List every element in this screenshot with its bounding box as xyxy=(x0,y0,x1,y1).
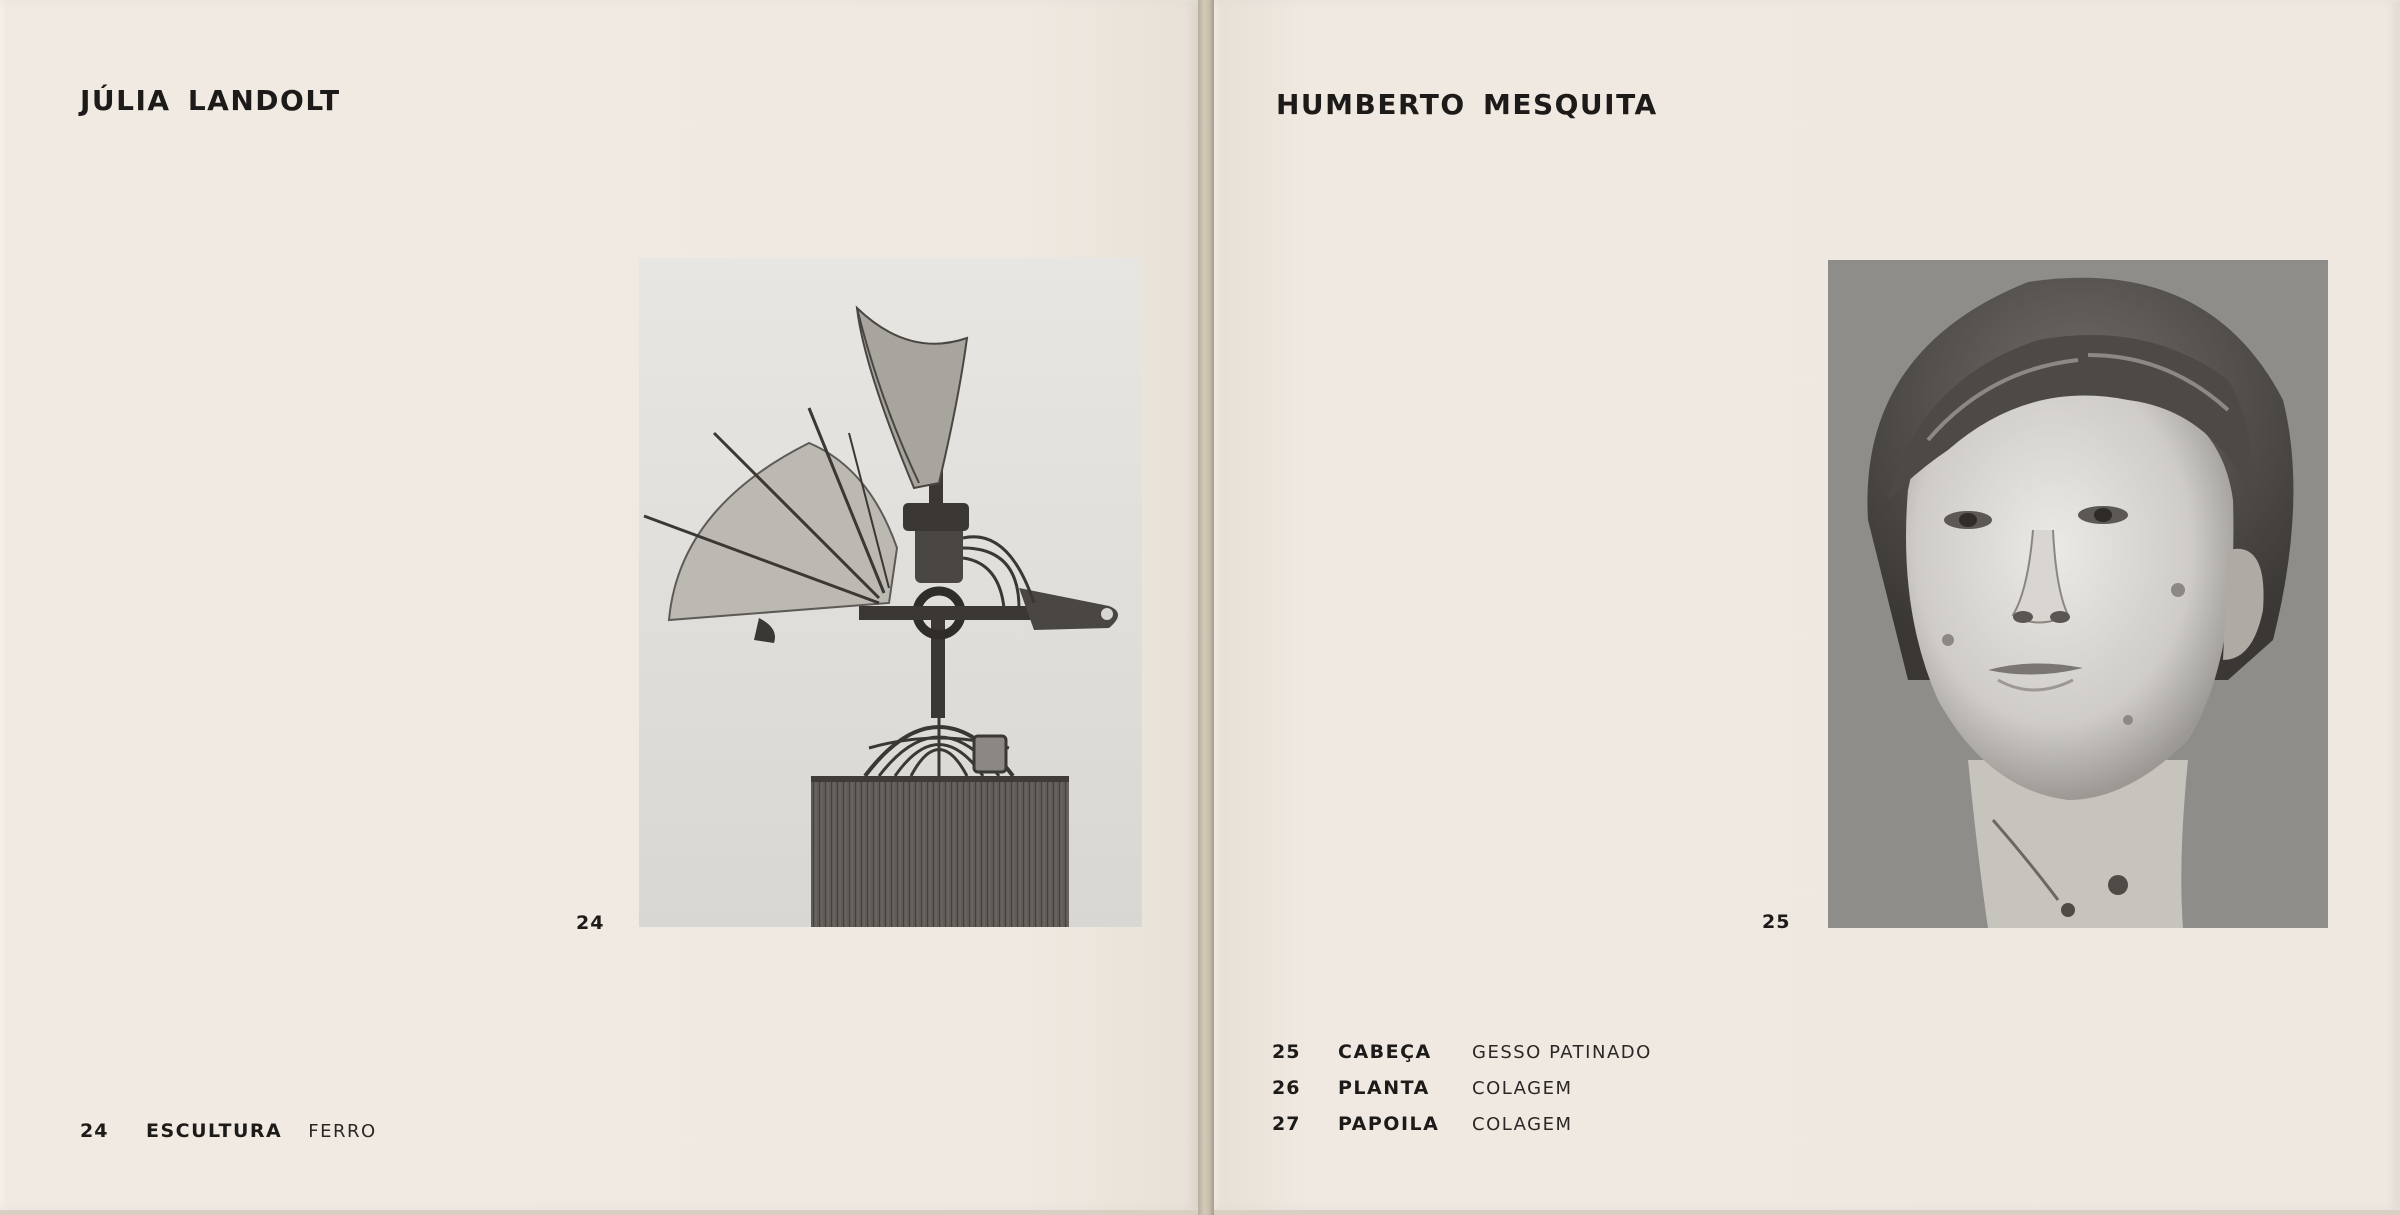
plaster-head-illustration xyxy=(1828,260,2328,928)
catalog-medium: COLAGEM xyxy=(1472,1114,1573,1135)
catalog-entry xyxy=(80,1120,377,1156)
catalog-title: ESCULTURA xyxy=(146,1120,283,1142)
catalog-number: 24 xyxy=(80,1120,109,1142)
catalog-medium: COLAGEM xyxy=(1472,1078,1573,1099)
artist-name: JÚLIA LANDOLT xyxy=(80,84,341,117)
plate-number: 24 xyxy=(576,912,605,934)
catalog-list xyxy=(1272,1041,1652,1149)
head-sculpture-photo xyxy=(1828,260,2328,928)
catalog-number: 25 xyxy=(1272,1041,1301,1063)
catalog-title: PAPOILA xyxy=(1338,1113,1440,1135)
catalog-title: PLANTA xyxy=(1338,1077,1430,1099)
catalog-entry xyxy=(1272,1113,1652,1149)
sculpture-photo xyxy=(639,258,1142,927)
catalog-title: CABEÇA xyxy=(1338,1041,1432,1063)
artist-name: HUMBERTO MESQUITA xyxy=(1276,88,1658,121)
left-page xyxy=(0,0,1198,1210)
catalog-entry xyxy=(1272,1077,1652,1113)
catalog-medium: GESSO PATINADO xyxy=(1472,1042,1652,1063)
right-page xyxy=(1214,0,2400,1210)
catalog-entry xyxy=(1272,1041,1652,1077)
plate-number: 25 xyxy=(1762,911,1791,933)
catalog-list xyxy=(80,1120,377,1156)
iron-sculpture-illustration xyxy=(639,258,1142,927)
catalog-number: 27 xyxy=(1272,1113,1301,1135)
catalog-medium: FERRO xyxy=(308,1121,377,1142)
book-gutter xyxy=(1198,0,1214,1215)
catalog-number: 26 xyxy=(1272,1077,1301,1099)
